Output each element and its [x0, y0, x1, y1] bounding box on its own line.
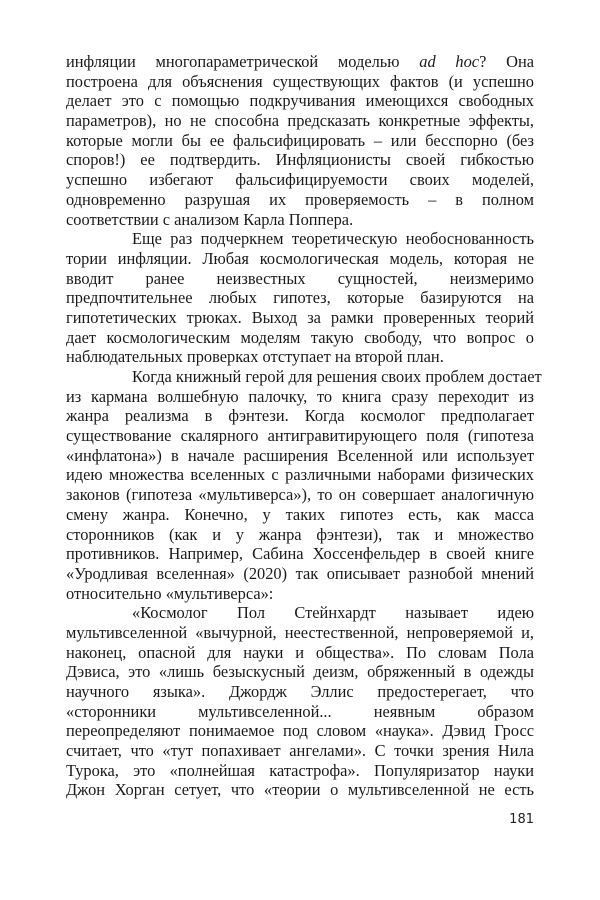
text-line: предпочтительнее любых гипотез, которые базируются на — [66, 288, 534, 308]
text-line: считает, что «тут попахивает ангелами». С точки зрения Нила — [66, 741, 534, 761]
text-line: относительно «мультиверса»: — [66, 583, 274, 603]
text-line: идею множества вселенных с различными наборами физических — [66, 465, 534, 485]
text-line: Турока, это «полнейшая катастрофа». Популяризатор науки — [66, 760, 534, 780]
text-line — [66, 52, 534, 72]
text-line: Когда книжный герой для решения своих проблем достает — [132, 367, 542, 386]
text-line: существование скалярного антигравитирующего поля (гипотеза — [66, 426, 534, 446]
text-line: противников. Например, Сабина Хоссенфельдер в своей книге — [66, 544, 534, 564]
page-body-text — [66, 52, 542, 800]
text-line: Джон Хорган сетует, что «теории о мультивселенной не есть — [66, 780, 534, 800]
text-line: «сторонники мультивселенной... неявным образом — [66, 701, 534, 721]
text-line: дает космологическим моделям такую свободу, что вопрос о — [66, 327, 534, 347]
text-line: соответствии с анализом Карла Поппера. — [66, 209, 354, 229]
text-line: гипотетических трюках. Выход за рамки проверенных теорий — [66, 307, 534, 327]
text-line: Еще раз подчеркнем теоретическую необоснованность — [132, 229, 534, 249]
text-line: научного языка». Джордж Эллис предостерегает, что — [66, 682, 534, 701]
text-line: переопределяют понимаемое под словом «наука». Дэвид Гросс — [66, 721, 534, 741]
text-segment: ? Она — [479, 52, 534, 71]
text-line: сторонников (как и у жанра фэнтези), так и множество — [66, 524, 534, 544]
text-line: построена для объяснения существующих фактов (и успешно — [66, 71, 534, 91]
text-line: законов (гипотеза «мультиверса»), то он совершает аналогичную — [66, 485, 534, 505]
text-line: Дэвиса, это «лишь безыскусный деизм, обряженный в одежды — [66, 662, 534, 682]
text-line: жанра реализма в фэнтези. Когда космолог предполагает — [66, 406, 534, 426]
page-number: 181 — [509, 812, 534, 827]
text-line: делает это с помощью подкручивания имеющихся свободных — [66, 91, 534, 111]
paragraph — [66, 229, 534, 367]
text-line: споров!) ее подтвердить. Инфляционисты своей гибкостью — [66, 150, 534, 170]
text-line: «инфлатона») в начале расширения Вселенной или использует — [66, 445, 534, 465]
text-line: одновременно разрушая их проверяемость – в полном — [66, 189, 534, 209]
text-line: тории инфляции. Любая космологическая модель, которая не — [66, 248, 534, 268]
text-line: «Уродливая вселенная» (2020) так описывает разнобой мнений — [66, 563, 534, 583]
text-line: вводит ранее неизвестных сущностей, неизмеримо — [66, 268, 534, 288]
paragraph — [66, 603, 534, 800]
text-line: наконец, опасной для науки и общества». По словам Пола — [66, 642, 534, 662]
text-line: «Космолог Пол Стейнхардт называет идею — [132, 603, 534, 623]
text-line: смену жанра. Конечно, у таких гипотез есть, как масса — [66, 504, 534, 524]
text-line: наблюдательных проверках отступает на второй план. — [66, 347, 444, 367]
paragraph — [66, 52, 534, 229]
text-line: которые могли бы ее фальсифицировать – или бесспорно (без — [66, 130, 534, 150]
text-line: из кармана волшебную палочку, то книга сразу переходит из — [66, 386, 534, 406]
text-line: успешно избегают фальсифицируемости своих моделей, — [66, 170, 534, 190]
italic-term: ad hoc — [419, 52, 480, 71]
paragraph — [66, 367, 542, 603]
text-segment: инфляции многопараметрической моделью — [66, 52, 420, 71]
text-line: параметров), но не способна предсказать конкретные эффекты, — [66, 111, 534, 131]
text-line: мультивселенной «вычурной, неестественной, непроверяемой и, — [66, 622, 534, 642]
